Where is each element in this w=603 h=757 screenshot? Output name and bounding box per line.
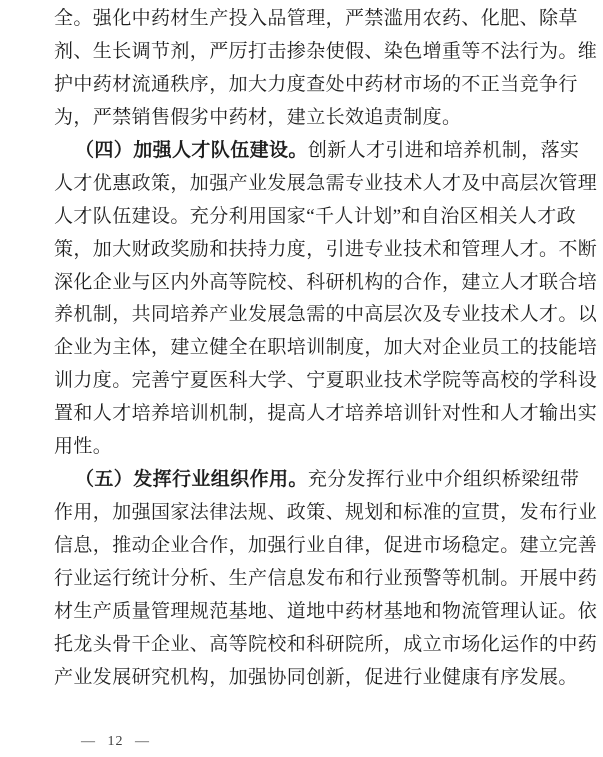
text-line <box>54 629 598 662</box>
text-line <box>54 530 598 563</box>
line-text: 创新人才引进和培养机制，落实 <box>307 139 580 161</box>
text-line <box>54 3 582 36</box>
text-line <box>54 102 582 135</box>
line-text: 信息，推动企业合作，加强行业自律，促进市场稳定。建立完善 <box>54 535 598 556</box>
text-line <box>54 332 598 365</box>
line-text: 充分发挥行业中介组织桥梁纽带 <box>307 469 580 491</box>
text-line <box>54 596 598 629</box>
line-text: 训力度。完善宁夏医科大学、宁夏职业技术学院等高校的学科设 <box>54 370 598 392</box>
line-text: 养机制，共同培养产业发展急需的中高层次及专业技术人才。以 <box>54 304 598 326</box>
line-text: 材生产质量管理规范基地、道地中药材基地和物流管理认证。依 <box>54 600 598 622</box>
text-line <box>54 662 582 695</box>
line-text: 护中药材流通秩序，加大力度查处中药材市场的不正当竞争行 <box>54 73 578 95</box>
line-text: 人才优惠政策，加强产业发展急需专业技术人才及中高层次管理 <box>54 172 598 194</box>
line-text: 策，加大财政奖励和扶持力度，引进专业技术和管理人才。不断 <box>54 238 598 260</box>
line-text: 置和人才培养培训机制，提高人才培养培训针对性和人才输出实 <box>54 403 598 425</box>
text-line <box>54 398 598 431</box>
line-text: 剂、生长调节剂，严厉打击掺杂使假、染色增重等不法行为。维 <box>54 40 598 62</box>
text-line <box>54 497 598 530</box>
line-text: 全。强化中药材生产投入品管理，严禁滥用农药、化肥、除草 <box>54 8 578 29</box>
text-line <box>54 299 598 332</box>
line-text: 用性。 <box>54 436 113 458</box>
document-body <box>54 3 598 695</box>
line-text: 行业运行统计分析、生产信息发布和行业预警等机制。开展中药 <box>54 567 598 589</box>
text-line <box>54 234 598 267</box>
paragraph-heading: （四）加强人才队伍建设。 <box>75 139 308 161</box>
text-line <box>54 69 582 102</box>
text-line <box>54 36 598 69</box>
line-text: 为，严禁销售假劣中药材，建立长效追责制度。 <box>54 106 462 128</box>
text-line <box>54 135 582 168</box>
text-line <box>54 365 598 398</box>
text-line <box>54 201 582 234</box>
text-line <box>54 168 598 201</box>
paragraph-heading: （五）发挥行业组织作用。 <box>75 469 308 491</box>
line-text: 人才队伍建设。充分利用国家“千人计划”和自治区相关人才政 <box>54 205 577 227</box>
text-line <box>54 563 598 596</box>
text-line <box>54 431 582 464</box>
line-text: 企业为主体，建立健全在职培训制度，加大对企业员工的技能培 <box>54 337 598 359</box>
line-text: 托龙头骨干企业、高等院校和科研院所，成立市场化运作的中药 <box>54 633 598 655</box>
text-line <box>54 267 598 300</box>
page-number: — 12 — <box>81 734 150 749</box>
line-text: 作用，加强国家法律法规、政策、规划和标准的宣贯，发布行业 <box>54 502 598 524</box>
line-text: 产业发展研究机构，加强协同创新，促进行业健康有序发展。 <box>54 666 578 688</box>
text-line <box>54 464 582 497</box>
line-text: 深化企业与区内外高等院校、科研机构的合作，建立人才联合培 <box>54 271 598 293</box>
